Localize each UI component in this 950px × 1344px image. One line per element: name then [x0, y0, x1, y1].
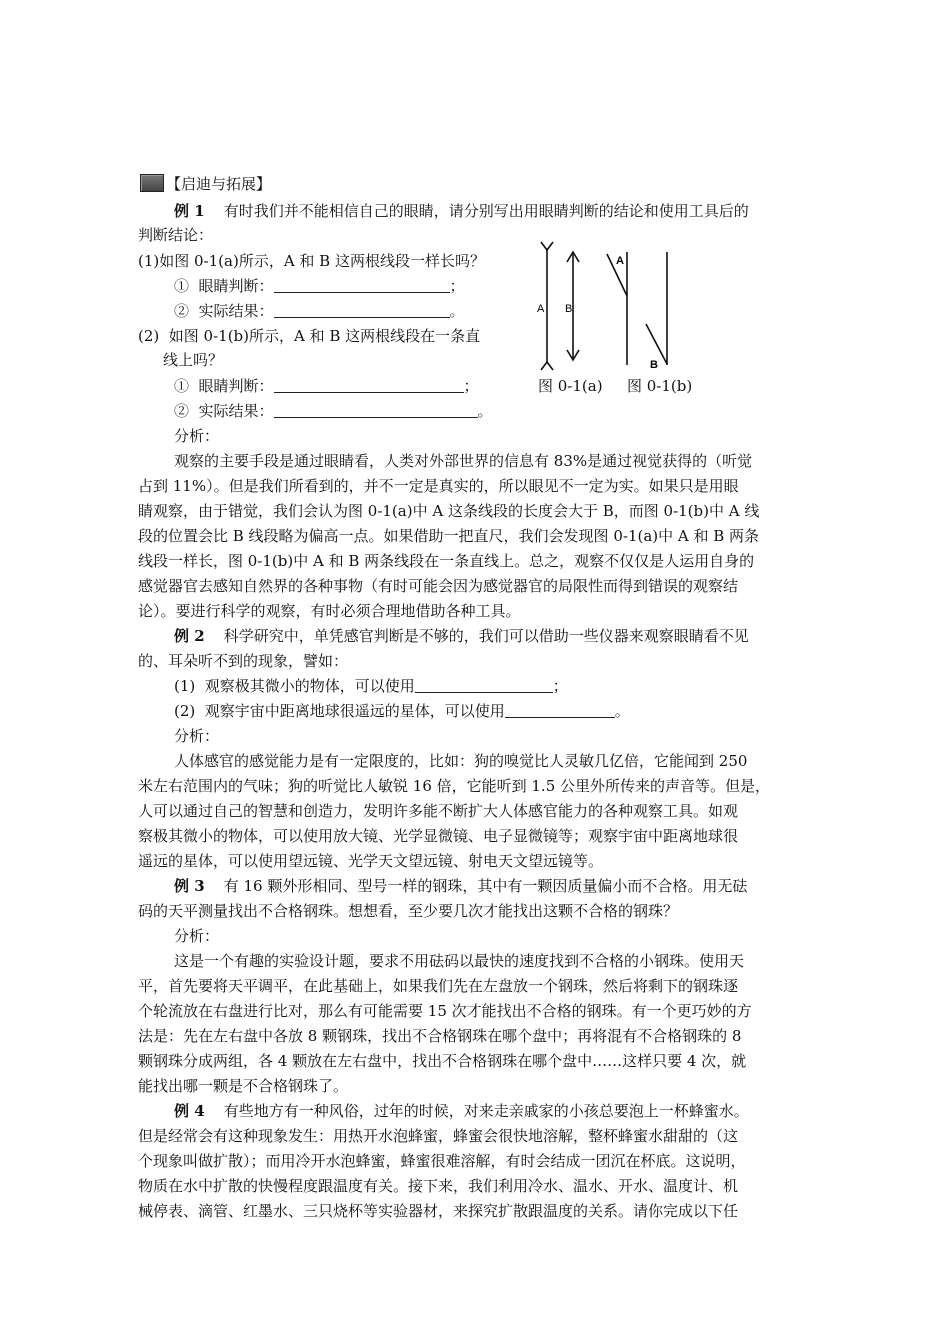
section-header: [140, 172, 271, 196]
ex3-analysis-label: 分析：: [174, 927, 220, 945]
ex3-analysis-3: 法是：先在左右盘中各放 8 颗钢珠，找出不合格钢珠在哪个盘中；再将混有不合格钢珠的 8: [138, 1027, 742, 1045]
ex1-analysis-4: 线段一样长，图 0-1(b)中 A 和 B 两条线段在一条直线上。总之，观察不仅仅是人运用自身的: [138, 552, 755, 570]
ex1-analysis-5: 感觉器官去感知自然界的各种事物（有时可能会因为感觉器官的局限性而得到错误的观察结: [138, 577, 739, 595]
ex1-q1-eye: ① 眼睛判断： ；: [174, 277, 465, 295]
ex2-analysis-3: 察极其微小的物体，可以使用放大镜、光学显微镜、电子显微镜等；观察宇宙中距离地球很: [138, 827, 739, 845]
ex2-analysis-label: 分析：: [174, 727, 220, 745]
ex1-q2-res-blank[interactable]: [274, 401, 478, 418]
ex1-analysis-0: 观察的主要手段是通过眼睛看，人类对外部世界的信息有 83%是通过视觉获得的（听觉: [174, 452, 753, 470]
ex1-q2-eye-blank[interactable]: [274, 376, 464, 393]
ex3-line1: 例 3 有 16 颗外形相同、型号一样的钢珠，其中有一颗因质量偏小而不合格。用无砝: [174, 877, 748, 895]
fig-a-label-a: A: [537, 303, 545, 315]
ex1-line2: 判断结论：: [138, 226, 214, 244]
figure-caption-b: 图 0-1(b): [627, 377, 693, 395]
ex4-line4: 物质在水中扩散的快慢程度跟温度有关。接下来，我们利用冷水、温水、开水、温度计、机: [138, 1177, 739, 1195]
ex1-q1-res: ② 实际结果： 。: [174, 302, 465, 320]
ex1-q2a: (2) 如图 0-1(b)所示，A 和 B 这两根线段在一条直: [138, 327, 481, 345]
ex2-analysis-2: 人可以通过自己的智慧和创造力，发明许多能不断扩大人体感官能力的各种观察工具。如观: [138, 802, 739, 820]
ex3-analysis-1: 平，首先要将天平调平，在此基础上，如果我们先在左盘放一个钢珠，然后将剩下的钢珠逐: [138, 977, 739, 995]
ex4-line5: 械停表、滴管、红墨水、三只烧杯等实验器材，来探究扩散跟温度的关系。请你完成以下任: [138, 1202, 739, 1220]
ex1-analysis-label: 分析：: [174, 427, 220, 445]
ex3-line2: 码的天平测量找出不合格钢珠。想想看，至少要几次才能找出这颗不合格的钢珠？: [138, 902, 679, 920]
section-title: 【启迪与拓展】: [166, 175, 272, 193]
ex2-analysis-0: 人体感官的感觉能力是有一定限度的，比如：狗的嗅觉比人灵敏几亿倍，它能闻到 250: [174, 752, 748, 770]
ex2-analysis-4: 遥远的星体，可以使用望远镜、光学天文望远镜、射电天文望远镜等。: [138, 852, 604, 870]
fig-b-label-b: B: [650, 359, 658, 371]
ex3-analysis-2: 个轮流放在右盘进行比对，那么有可能需要 15 次才能找出不合格的钢珠。有一个更巧妙的方: [138, 1002, 752, 1020]
ex1-line1: 例 1 有时我们并不能相信自己的眼睛，请分别写出用眼睛判断的结论和使用工具后的: [174, 202, 749, 220]
ex1-analysis-2: 睛观察，由于错觉，我们会认为图 0-1(a)中 A 这条线段的长度会大于 B，而图 0-1(b)中 A 线: [138, 502, 760, 520]
ex1-analysis-1: 占到 11%）。但是我们所看到的，并不一定是真实的，所以眼见不一定为实。如果只是用眼: [138, 477, 739, 495]
ex1-q2b: 线上吗？: [163, 351, 224, 369]
figure-caption-a: 图 0-1(a): [538, 377, 603, 395]
ex4-line3: 个现象叫做扩散）；而用冷开水泡蜂蜜，蜂蜜很难溶解，有时会结成一团沉在杯底。这说明，: [138, 1152, 746, 1170]
ex1-q1-eye-blank[interactable]: [274, 276, 450, 293]
ex1-q1: (1)如图 0-1(a)所示，A 和 B 这两根线段一样长吗？: [138, 252, 485, 270]
ex1-analysis-3: 段的位置会比 B 线段略为偏高一点。如果借助一把直尺，我们会发现图 0-1(a)中 A 和 B 两条: [138, 527, 760, 545]
ex1-q1-res-blank[interactable]: [274, 301, 450, 318]
book-icon: [140, 174, 164, 192]
ex2-q2: (2) 观察宇宙中距离地球很遥远的星体，可以使用 。: [174, 702, 630, 720]
ex4-line2: 但是经常会有这种现象发生：用热开水泡蜂蜜，蜂蜜会很快地溶解，整杯蜂蜜水甜甜的（这: [138, 1127, 739, 1145]
ex2-analysis-1: 米左右范围内的气味；狗的听觉比人敏锐 16 倍，它能听到 1.5 公里外所传来的声音等。但是，: [138, 777, 771, 795]
ex4-line1: 例 4 有些地方有一种风俗，过年的时候，对来走亲戚家的小孩总要泡上一杯蜂蜜水。: [174, 1102, 749, 1120]
ex2-line2: 的、耳朵听不到的现象，譬如：: [138, 652, 349, 670]
ex2-q1-blank[interactable]: [415, 676, 553, 693]
fig-b-label-a: A: [616, 255, 624, 267]
ex2-q2-blank[interactable]: [505, 701, 615, 718]
ex1-q2-res: ② 实际结果： 。: [174, 402, 493, 420]
ex3-analysis-4: 颗钢珠分成两组，各 4 颗放在左右盘中，找出不合格钢珠在哪个盘中……这样只要 4 次，就: [138, 1052, 747, 1070]
ex2-q1: (1) 观察极其微小的物体，可以使用 ；: [174, 677, 568, 695]
ex1-q2-eye: ① 眼睛判断： ；: [174, 377, 479, 395]
ex3-analysis-5: 能找出哪一颗是不合格钢珠了。: [138, 1077, 349, 1095]
fig-a-label-b: B: [565, 303, 573, 315]
ex2-line1: 例 2 科学研究中，单凭感官判断是不够的，我们可以借助一些仪器来观察眼睛看不见: [174, 627, 749, 645]
ex1-analysis-6: 论）。要进行科学的观察，有时必须合理地借助各种工具。: [138, 602, 521, 620]
fig-b-segment-b: [646, 324, 667, 364]
ex3-analysis-0: 这是一个有趣的实验设计题，要求不用砝码以最快的速度找到不合格的小钢珠。使用天: [174, 952, 745, 970]
